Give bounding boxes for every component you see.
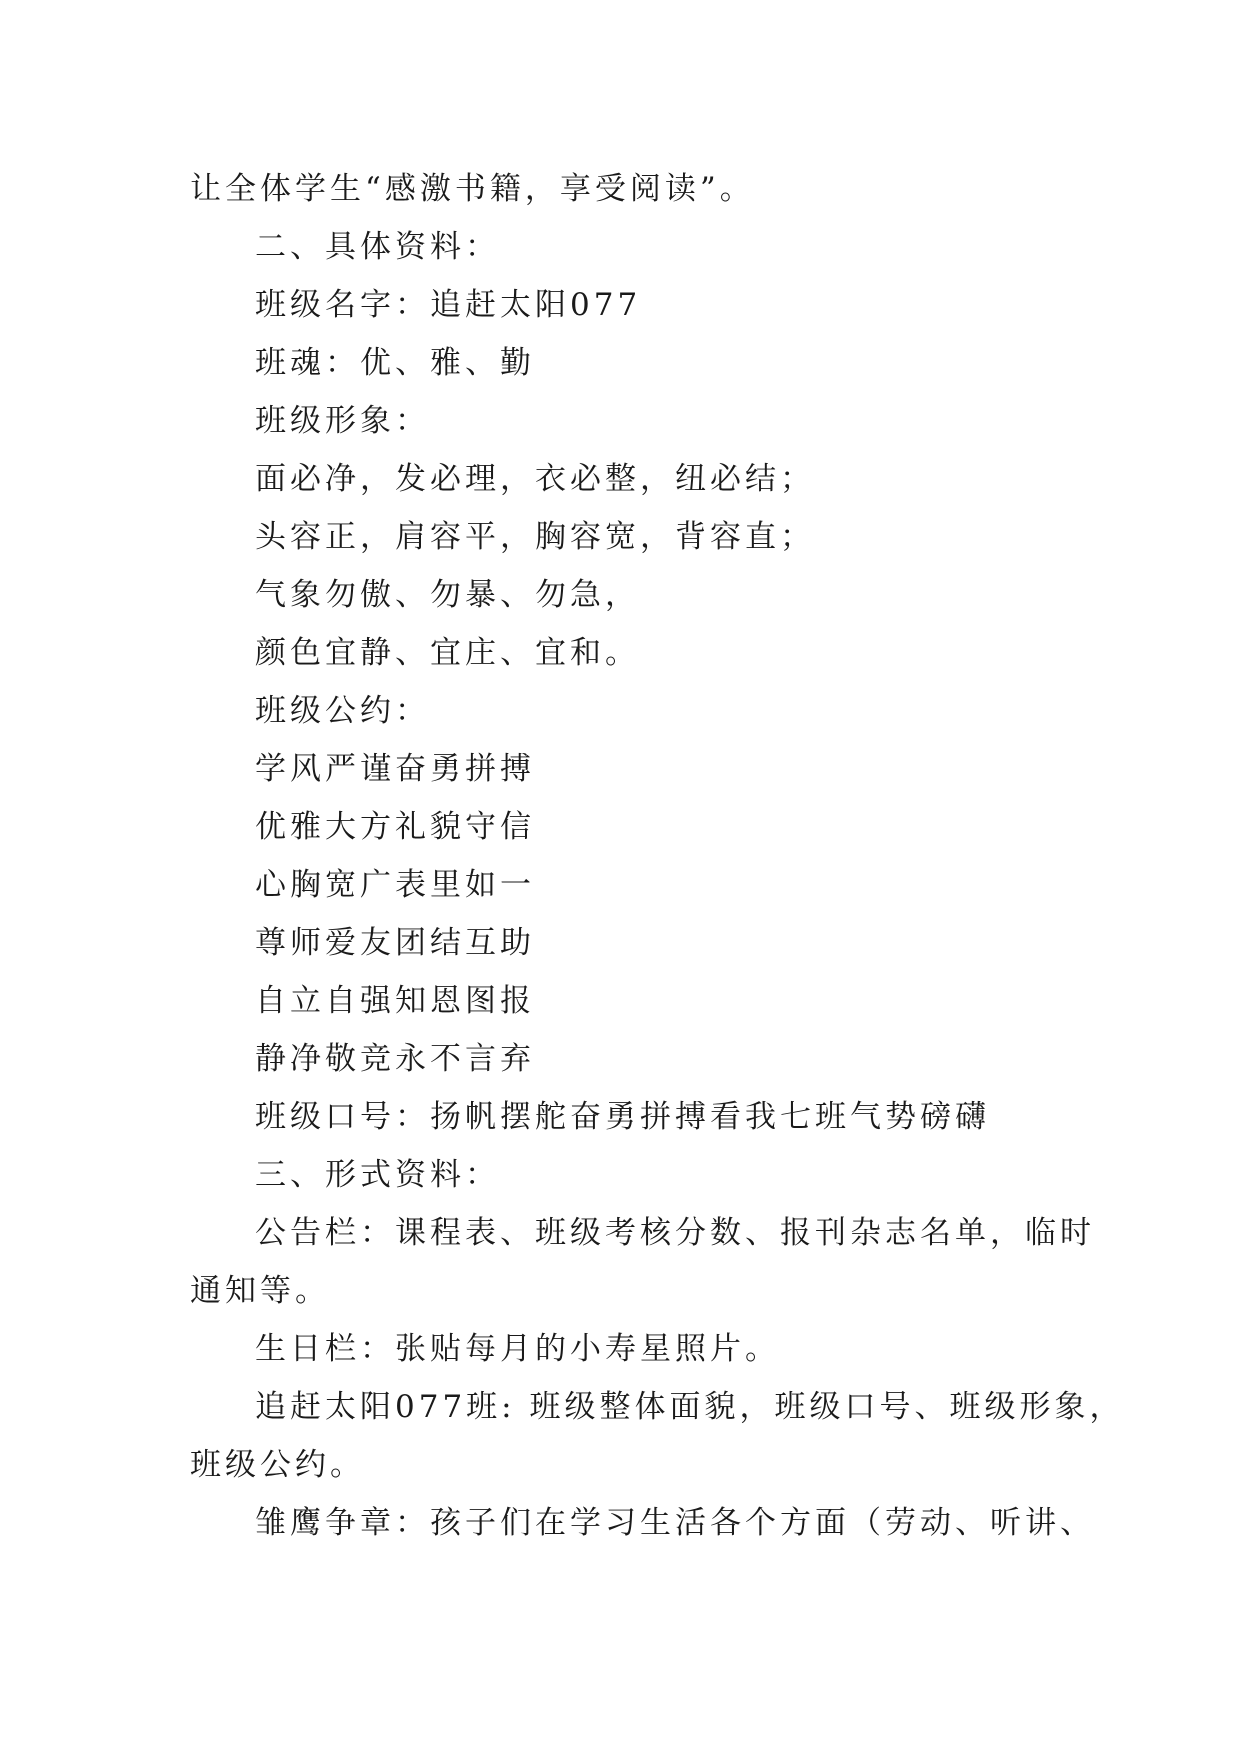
text-line-convention-4: 尊师爱友团结互助 (255, 925, 535, 961)
text-line-convention-heading: 班级公约： (255, 693, 430, 729)
section-heading-form-materials: 三、形式资料： (255, 1157, 500, 1193)
text-line-bulletin-board: 公告栏：课程表、班级考核分数、报刊杂志名单，临时 (255, 1215, 1095, 1251)
text-line-birthday-board: 生日栏：张贴每月的小寿星照片。 (255, 1331, 780, 1367)
text-line-class-name: 班级名字：追赶太阳077 (255, 287, 642, 323)
document-body (190, 160, 1125, 1552)
text-line-convention-6: 静净敬竞永不言弃 (255, 1041, 535, 1077)
text-line-bulletin-board-continuation: 通知等。 (190, 1273, 330, 1309)
text-line-intro-continuation: 让全体学生“感激书籍，享受阅读”。 (190, 171, 755, 207)
text-line-eaglet-badges: 雏鹰争章：孩子们在学习生活各个方面（劳动、听讲、 (255, 1505, 1095, 1541)
text-line-image-1: 面必净，发必理，衣必整，纽必结； (255, 461, 815, 497)
text-line-convention-5: 自立自强知恩图报 (255, 983, 535, 1019)
text-line-image-4: 颜色宜静、宜庄、宜和。 (255, 635, 640, 671)
text-line-convention-1: 学风严谨奋勇拼搏 (255, 751, 535, 787)
text-line-image-2: 头容正，肩容平，胸容宽，背容直； (255, 519, 815, 555)
text-line-convention-2: 优雅大方礼貌守信 (255, 809, 535, 845)
text-line-convention-3: 心胸宽广表里如一 (255, 867, 535, 903)
text-line-class-overview: 追赶太阳077班: 班级整体面貌，班级口号、班级形象， (255, 1389, 1125, 1425)
text-line-class-image-heading: 班级形象： (255, 403, 430, 439)
section-heading-specific-materials: 二、具体资料： (255, 229, 500, 265)
text-line-image-3: 气象勿傲、勿暴、勿急， (255, 577, 640, 613)
text-line-class-spirit: 班魂：优、雅、勤 (255, 345, 535, 381)
text-line-class-slogan: 班级口号：扬帆摆舵奋勇拼搏看我七班气势磅礴 (255, 1099, 990, 1135)
text-line-class-overview-continuation: 班级公约。 (190, 1447, 365, 1483)
